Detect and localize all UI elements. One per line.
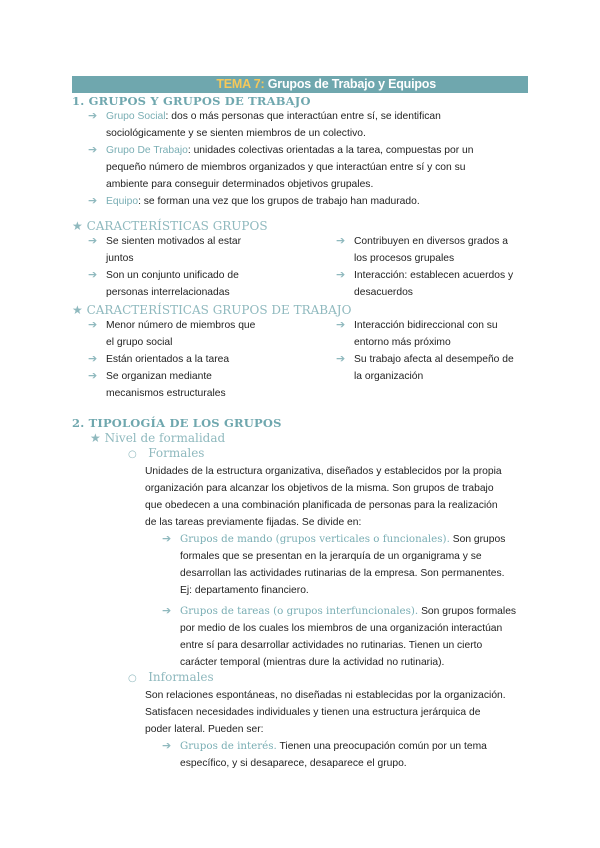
- arrow-icon: ➔: [88, 353, 98, 365]
- arrow-icon: ➔: [88, 269, 98, 281]
- arrow-icon: ➔: [88, 235, 98, 247]
- circle-bullet-icon: ○: [128, 449, 137, 460]
- informales-heading: ○ Informales: [128, 670, 214, 684]
- tema-title: Grupos de Trabajo y Equipos: [264, 77, 436, 91]
- arrow-icon: ➔: [336, 353, 346, 365]
- grupos-tareas: ➔ Grupos de tareas (o grupos interfuncionales). Son grupos formales por medio de los cuales los miembros de una organización interactúan entre sí para desarrollar actividades no rutinarias. Tienen un cierto carácter temporal (mientras dure la actividad no rutinaria).: [162, 605, 517, 668]
- caracteristicas-grupos-right: ➔ Contribuyen en diversos grados a los procesos grupales ➔ Interacción: establecen acuerdos y desacuerdos: [336, 235, 514, 298]
- arrow-icon: ➔: [88, 110, 98, 122]
- section-2-heading: 2. TIPOLOGÍA DE LOS GRUPOS: [72, 416, 282, 430]
- nivel-formalidad-heading: ★ Nivel de formalidad: [90, 431, 226, 445]
- arrow-icon: ➔: [336, 235, 346, 247]
- caracteristicas-grupos-left: ➔ Se sienten motivados al estar juntos ➔ Son un conjunto unificado de personas interrelacionadas: [88, 235, 242, 298]
- definition-grupo-trabajo: ➔ Grupo De Trabajo: unidades colectivas orientadas a la tarea, compuestas por un pequeño número de miembros organizados y que interactúan entre sí y con su ambiente para conseguir determinados objetivos grupales.: [88, 144, 474, 190]
- arrow-icon: ➔: [88, 195, 98, 207]
- formales-heading: ○ Formales: [128, 446, 205, 460]
- section-1-heading: 1. GRUPOS Y GRUPOS DE TRABAJO: [72, 94, 311, 108]
- circle-bullet-icon: ○: [128, 673, 137, 684]
- definition-equipo: ➔ Equipo: se forman una vez que los grupos de trabajo han madurado.: [88, 193, 528, 210]
- formales-paragraph: Unidades de la estructura organizativa, diseñados y establecidos por la propia organización para alcanzar los objetivos de la misma. Son grupos de trabajo que obedecen a una combinación planificada de personas para la realización de las tareas previamente fijadas. Se divide en:: [145, 466, 502, 528]
- informales-paragraph: Son relaciones espontáneas, no diseñadas ni establecidas por la organización. Satisfacen necesidades individuales y tienen una estructura jerárquica de poder lateral. Pueden ser:: [145, 690, 506, 735]
- arrow-icon: ➔: [336, 269, 346, 281]
- caracteristicas-grupos-heading: ★ CARACTERÍSTICAS GRUPOS: [72, 219, 268, 233]
- arrow-icon: ➔: [88, 370, 98, 382]
- arrow-icon: ➔: [88, 319, 98, 331]
- caracteristicas-trabajo-heading: ★ CARACTERÍSTICAS GRUPOS DE TRABAJO: [72, 303, 352, 317]
- arrow-icon: ➔: [162, 740, 172, 752]
- arrow-icon: ➔: [88, 144, 98, 156]
- caracteristicas-trabajo-left: ➔ Menor número de miembros que el grupo social ➔ Están orientados a la tarea ➔ Se organizan mediante mecanismos estructurales: [88, 319, 256, 399]
- arrow-icon: ➔: [162, 533, 172, 545]
- definition-grupo-social: ➔ Grupo Social: dos o más personas que interactúan entre sí, se identifican sociológicamente y se sienten miembros de un colectivo.: [88, 110, 441, 139]
- grupos-interes: ➔ Grupos de interés. Tienen una preocupación común por un tema específico, y si desaparece, desaparece el grupo.: [162, 740, 487, 769]
- caracteristicas-trabajo-right: ➔ Interacción bidireccional con su entorno más próximo ➔ Su trabajo afecta al desempeño de la organización: [336, 319, 514, 382]
- page-title: [216, 76, 436, 93]
- title-banner: [72, 76, 528, 93]
- arrow-icon: ➔: [162, 605, 172, 617]
- tema-label: TEMA 7:: [216, 77, 265, 91]
- grupos-mando: ➔ Grupos de mando (grupos verticales o funcionales). Son grupos formales que se presentan en la jerarquía de un organigrama y se desarrollan las actividades rutinarias de la empresa. Son permanentes. Ej: departamento financiero.: [162, 533, 506, 596]
- arrow-icon: ➔: [336, 319, 346, 331]
